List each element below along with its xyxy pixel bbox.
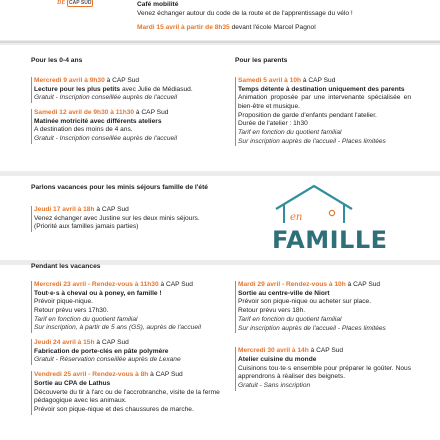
event-note: Tarif en fonction du quotient familial	[238, 129, 342, 137]
event-desc-2: Prévoir son pique-nique et des chaussures de marche.	[34, 405, 194, 413]
event-date: Jeudi 24 avril à 15h	[34, 339, 95, 347]
kids-column	[31, 57, 227, 144]
kids-heading: Pour les 0-4 ans	[31, 57, 83, 64]
event-desc: Animation proposée par une intervenante spécialisée en bien-être et musique.	[238, 94, 411, 110]
event-title: Sortie au centre-ville de Niort	[238, 289, 330, 297]
event-desc: Découverte du tir à l'arc ou de l'accrobranche, visite de la ferme pédagogique avec les animaux.	[34, 388, 220, 405]
event-title: Fabrication de porte-clés en pâte polymère	[34, 347, 169, 355]
event-title: Atelier cuisine du monde	[238, 355, 317, 363]
event-note: Tarif en fonction du quotient familial	[238, 315, 342, 323]
pendant-event-5	[235, 347, 411, 391]
famille-logo	[272, 183, 388, 255]
header-place: devant l'école Marcel Pagnol	[229, 24, 316, 32]
vacances-block	[31, 184, 231, 232]
event-date: Jeudi 17 avril à 18h	[34, 205, 95, 213]
event-title: Matinée motricité avec différents ateliers	[34, 117, 162, 125]
header-when	[137, 24, 437, 33]
event-title: Tout·e·s à cheval ou à poney, en famille !	[34, 289, 162, 297]
event-line-2: Retour prévu vers 18h.	[238, 307, 306, 315]
header	[0, 0, 440, 40]
event-place: à CAP Sud	[94, 339, 129, 347]
event-date: Mardi 29 avril - Rendez-vous à 10h	[238, 281, 346, 288]
divider	[0, 41, 440, 43]
header-title: Café mobilité	[137, 1, 179, 8]
event-note: Gratuit - Sans inscription	[238, 382, 311, 390]
pendant-event-2	[31, 339, 227, 365]
event-date: Mercredi 9 avril à 9h30	[34, 76, 105, 84]
event-note-2: Sur inscription auprès de l'accueil - Places limitées	[238, 137, 386, 145]
famille-big: FAMILLE	[272, 226, 388, 254]
event-note: Gratuit - Inscription conseillée auprès de l'accueil	[34, 135, 178, 143]
event-line-1: Prévoir pique-nique.	[34, 298, 94, 306]
event-place: à CAP Sud	[104, 76, 140, 84]
event-desc-2: (Priorité aux familles jamais parties)	[34, 223, 139, 231]
event-line-2: Retour prévu vers 17h30.	[34, 306, 109, 314]
event-place: à CAP Sud	[94, 205, 129, 213]
event-title-rest: avec Julie de Médiasud.	[120, 85, 193, 93]
parents-event	[235, 77, 411, 147]
pendant-heading: Pendant les vacances	[31, 263, 101, 270]
logo-text: CAP SUD	[69, 0, 92, 6]
header-date: Mardi 15 avril à partir de 8h35	[137, 24, 230, 32]
event-place: à CAP Sud	[345, 281, 381, 288]
event-date: Samedi 12 avril de 9h30 à 11h30	[34, 108, 135, 116]
event-place: à CAP Sud	[158, 280, 193, 288]
event-note: Tarif en fonction du quotient familial	[34, 315, 138, 323]
kids-event-2	[31, 109, 227, 144]
event-note-2: Sur inscription, à partir de 5 ans (GS), auprès de l'accueil	[34, 324, 201, 332]
pendant-left	[31, 263, 227, 415]
event-duration: Durée de l'atelier : 1h30	[238, 120, 308, 128]
event-date: Mercredi 30 avril à 14h	[238, 347, 309, 355]
event-title: Temps détente à destination uniquement des parents	[238, 85, 405, 93]
kids-event-1	[31, 77, 227, 103]
vacances-heading: Parlons vacances pour les minis séjours famille de l'été	[31, 184, 209, 191]
pendant-event-1	[31, 281, 227, 333]
event-title: Lecture pour les plus petits	[34, 85, 121, 93]
parents-column	[235, 57, 411, 146]
parents-heading: Pour les parents	[235, 57, 288, 64]
event-note-2: Sur inscription auprès de l'accueil - Places limitées	[238, 324, 386, 332]
event-desc: Cuisinons tou·te·s ensemble pour préparer le goûter. Nous apprendrons à réaliser des beignets.	[238, 364, 411, 381]
logo-prefix: DE	[57, 0, 66, 6]
event-place: à CAP Sud	[134, 108, 169, 116]
vacances-event	[31, 206, 231, 232]
event-desc: Venez échanger avec Justine sur les deux minis séjours.	[34, 214, 200, 222]
pendant-right	[235, 281, 411, 391]
event-date: Vendredi 25 avril - Rendez-vous à 8h	[34, 371, 149, 379]
event-place: à CAP Sud	[308, 347, 344, 355]
event-note: Gratuit - Réservation conseillée auprès de Lexane	[34, 356, 181, 364]
event-date: Mercredi 23 avril - Rendez-vous à 11h30	[34, 280, 159, 288]
event-line-1: Prévoir son pique-nique ou acheter sur place.	[238, 298, 372, 306]
event-title: Sortie au CPA de Lathus	[34, 379, 111, 387]
event-desc-2: Proposition de garde d'enfants pendant l'atelier.	[238, 111, 377, 119]
event-date: Samedi 5 avril à 10h	[238, 76, 302, 84]
event-desc: A destination des moins de 4 ans.	[34, 126, 133, 134]
event-place: à CAP Sud	[301, 76, 336, 84]
header-desc: Venez échanger autour du code de la route et de l'apprentissage du vélo !	[137, 9, 353, 17]
event-place: à CAP Sud	[148, 371, 183, 379]
pendant-event-4	[235, 281, 411, 333]
event-note: Gratuit - Inscription conseillée auprès de l'accueil	[34, 94, 178, 102]
famille-small: en	[290, 212, 303, 223]
cap-sud-logo	[57, 0, 113, 7]
pendant-event-3	[31, 371, 227, 415]
